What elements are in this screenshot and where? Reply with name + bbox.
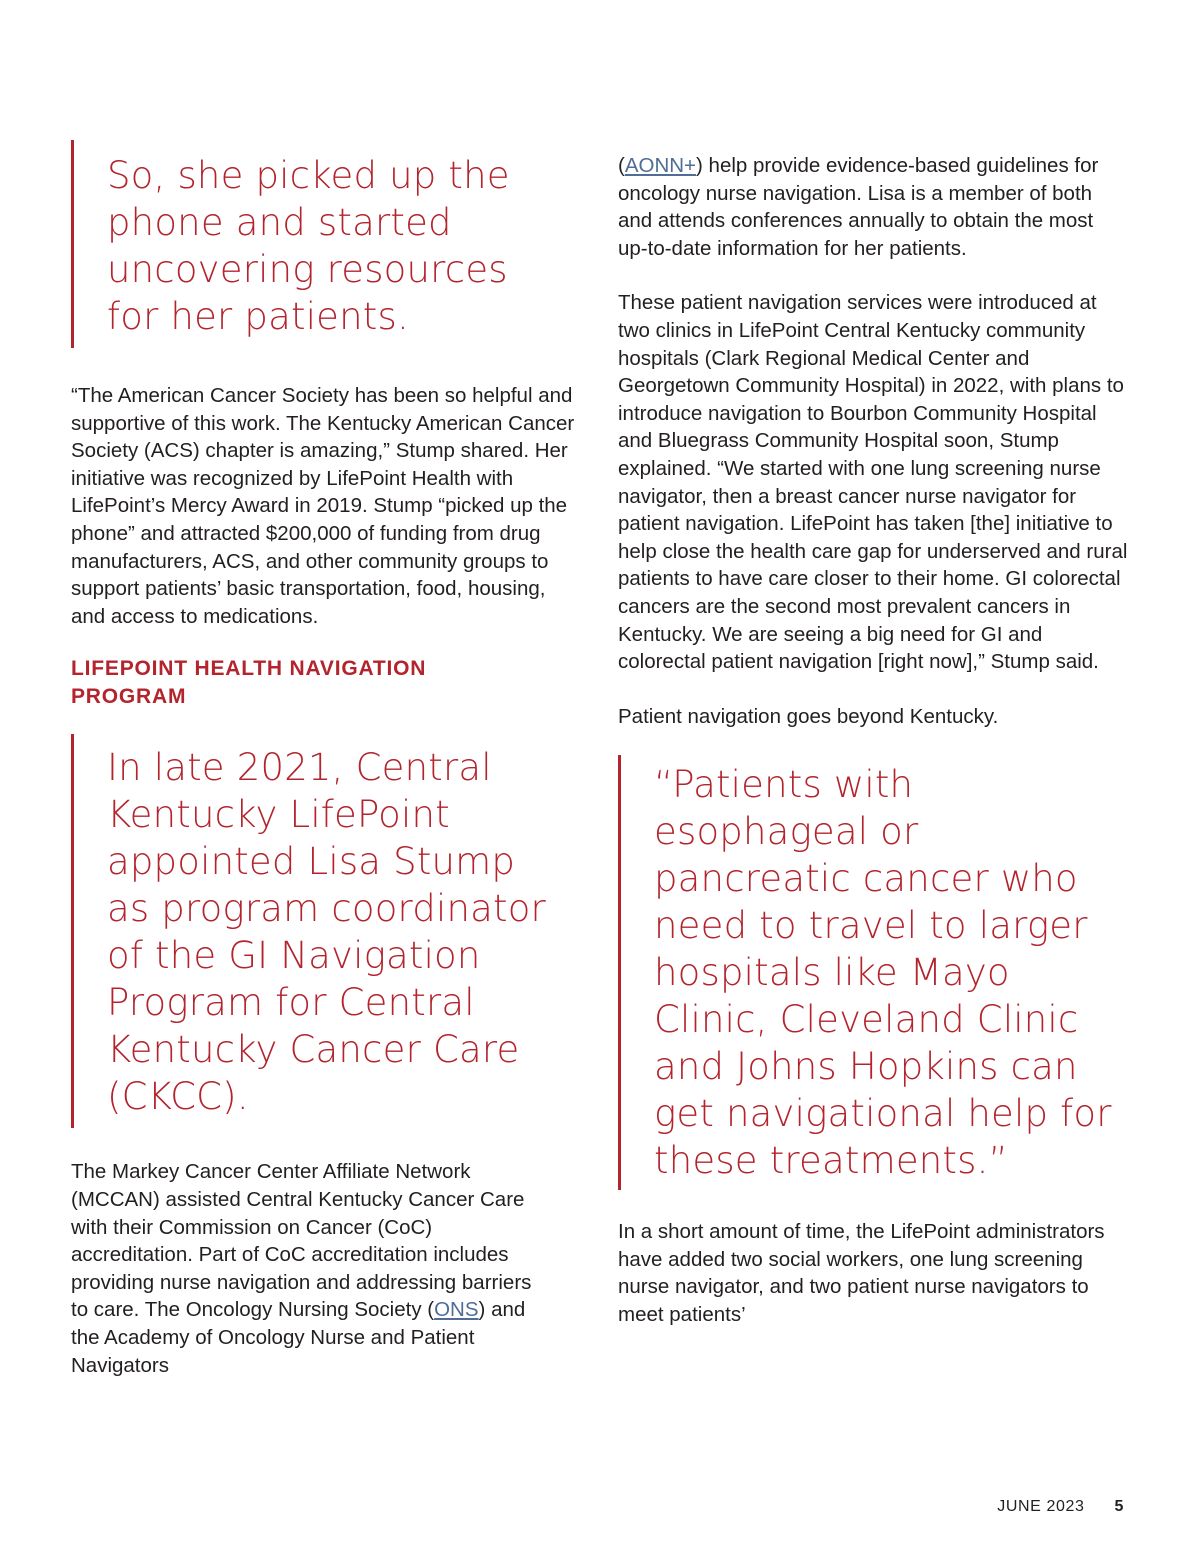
paragraph-aonn-guidelines — [618, 152, 1123, 262]
aonn-link[interactable]: AONN+ — [624, 154, 697, 177]
paragraph-clinic-services: These patient navigation services were introduced at two clinics in LifePoint Central Kentucky community hospitals (Clark Regional Medical Center and Georgetown Community Hospital) in 2022, with plans to introduce navigation to Bourbon Community Hospital and Bluegrass Community Hospital soon, Stump explained. “We started with one lung screening nurse navigator, then a breast cancer nurse navigator for patient navigation. LifePoint has taken [the] initiative to help close the health care gap for underserved and rural patients to have care closer to their home. GI colorectal cancers are the second most prevalent cancers in Kentucky. We are seeing a big need for GI and colorectal patient navigation [right now],” Stump said. — [618, 291, 1128, 674]
paren-open: ( — [618, 154, 625, 177]
pull-quote-resources: So, she picked up the phone and started uncovering resources for her patients. — [71, 140, 547, 348]
right-column — [618, 152, 1138, 1329]
left-column — [71, 140, 586, 1379]
page-footer — [997, 1498, 1124, 1516]
pull-quote-appointment: In late 2021, Central Kentucky LifePoint appointed Lisa Stump as program coordinator of the GI Navigation Program for Central Kentucky Cancer Care (CKCC). — [71, 734, 547, 1128]
section-heading-navigation-program: LIFEPOINT HEALTH NAVIGATION PROGRAM — [71, 657, 427, 709]
paragraph-aonn-text: ) help provide evidence-based guidelines for oncology nurse navigation. Lisa is a member of both and attends conferences annually to obtain the most up-to-date information for her patients. — [618, 154, 1099, 260]
pull-quote-patients-travel: “Patients with esophageal or pancreatic cancer who need to travel to larger hospitals like Mayo Clinic, Cleveland Clinic and Johns Hopkins can get navigational help for these treatments.” — [618, 755, 1124, 1190]
paragraph-beyond-kentucky: Patient navigation goes beyond Kentucky. — [618, 704, 999, 728]
paragraph-acs-support: “The American Cancer Society has been so helpful and supportive of this work. The Kentucky American Cancer Society (ACS) chapter is amazing,” Stump shared. Her initiative was recognized by LifePoint Health with LifePoint’s Mercy Award in 2019. Stump “picked up the phone” and attracted $200,000 of funding from drug manufacturers, ACS, and other community groups to support patients’ basic transportation, food, housing, and access to medications. — [71, 384, 575, 628]
paragraph-mccan-accreditation — [71, 1158, 551, 1379]
page-number: 5 — [1114, 1498, 1124, 1515]
paragraph-staff-additions: In a short amount of time, the LifePoint administrators have added two social workers, one lung screening nurse navigator, and two patient nurse navigators to meet patients’ — [618, 1220, 1105, 1327]
paragraph-mccan-text-b: ) and the Academy of Oncology Nurse and Patient Navigators — [71, 1298, 526, 1377]
issue-date: JUNE 2023 — [997, 1498, 1085, 1515]
ons-link[interactable]: ONS — [434, 1298, 479, 1322]
paragraph-mccan-text-a: The Markey Cancer Center Affiliate Network (MCCAN) assisted Central Kentucky Cancer Care with their Commission on Cancer (CoC) accreditation. Part of CoC accreditation includes providing nurse navigation and addressing barriers to care. The Oncology Nursing Society ( — [71, 1160, 532, 1322]
